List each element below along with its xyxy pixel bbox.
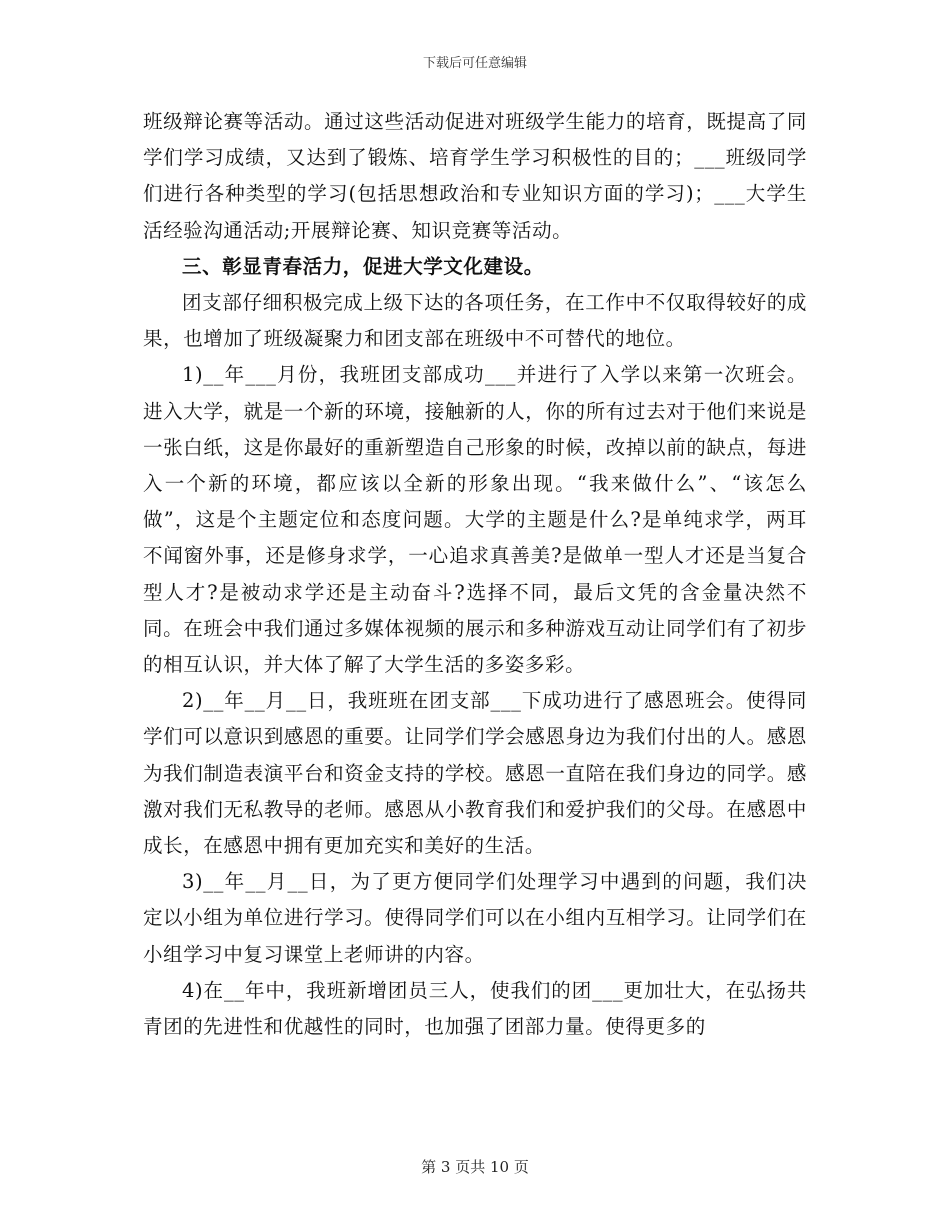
paragraph-item-2: 2)__年__月__日，我班班在团支部___下成功进行了感恩班会。使得同学们可以意识到感恩的重要。让同学们学会感恩身边为我们付出的人。感恩为我们制造表演平台和资金支持的学校。感恩一直陪在我们身边的同学。感激对我们无私教导的老师。感恩从小教育我们和爱护我们的父母。在感恩中成长，在感恩中拥有更加充实和美好的生活。: [143, 689, 807, 858]
page-header: 下载后可任意编辑: [422, 56, 527, 71]
paragraph-continuation: 班级辩论赛等活动。通过这些活动促进对班级学生能力的培育，既提高了同学们学习成绩，又达到了锻炼、培育学生学习积极性的目的；___班级同学们进行各种类型的学习(包括思想政治和专业知识方面的学习)；___大学生活经验沟通活动;开展辩论赛、知识竞赛等活动。: [143, 110, 807, 242]
page-footer: 第 3 页共 10 页: [421, 1158, 529, 1176]
paragraph-item-1: 1)__年___月份，我班团支部成功___并进行了入学以来第一次班会。进入大学，就是一个新的环境，接触新的人，你的所有过去对于他们来说是一张白纸，这是你最好的重新塑造自己形象的时候，改掉以前的缺点，每进入一个新的环境，都应该以全新的形象出现。“我来做什么”、“该怎么做”，这是个主题定位和态度问题。大学的主题是什么?是单纯求学，两耳不闻窗外事，还是修身求学，一心追求真善美?是做单一型人才还是当复合型人才?是被动求学还是主动奋斗?选择不同，最后文凭的含金量决然不同。在班会中我们通过多媒体视频的展示和多种游戏互动让同学们有了初步的相互认识，并大体了解了大学生活的多姿多彩。: [143, 363, 807, 677]
paragraph-intro: 团支部仔细积极完成上级下达的各项任务，在工作中不仅取得较好的成果，也增加了班级凝聚力和团支部在班级中不可替代的地位。: [143, 291, 807, 351]
paragraph-item-4: 4)在__年中，我班新增团员三人，使我们的团___更加壮大，在弘扬共青团的先进性和优越性的同时，也加强了团部力量。使得更多的: [143, 978, 807, 1039]
section-heading: 三、彰显青春活力，促进大学文化建设。: [182, 254, 544, 278]
paragraph-item-3: 3)__年__月__日，为了更方便同学们处理学习中遇到的问题，我们决定以小组为单位进行学习。使得同学们可以在小组内互相学习。让同学们在小组学习中复习课堂上老师讲的内容。: [143, 870, 807, 966]
document-body: [143, 104, 807, 1045]
